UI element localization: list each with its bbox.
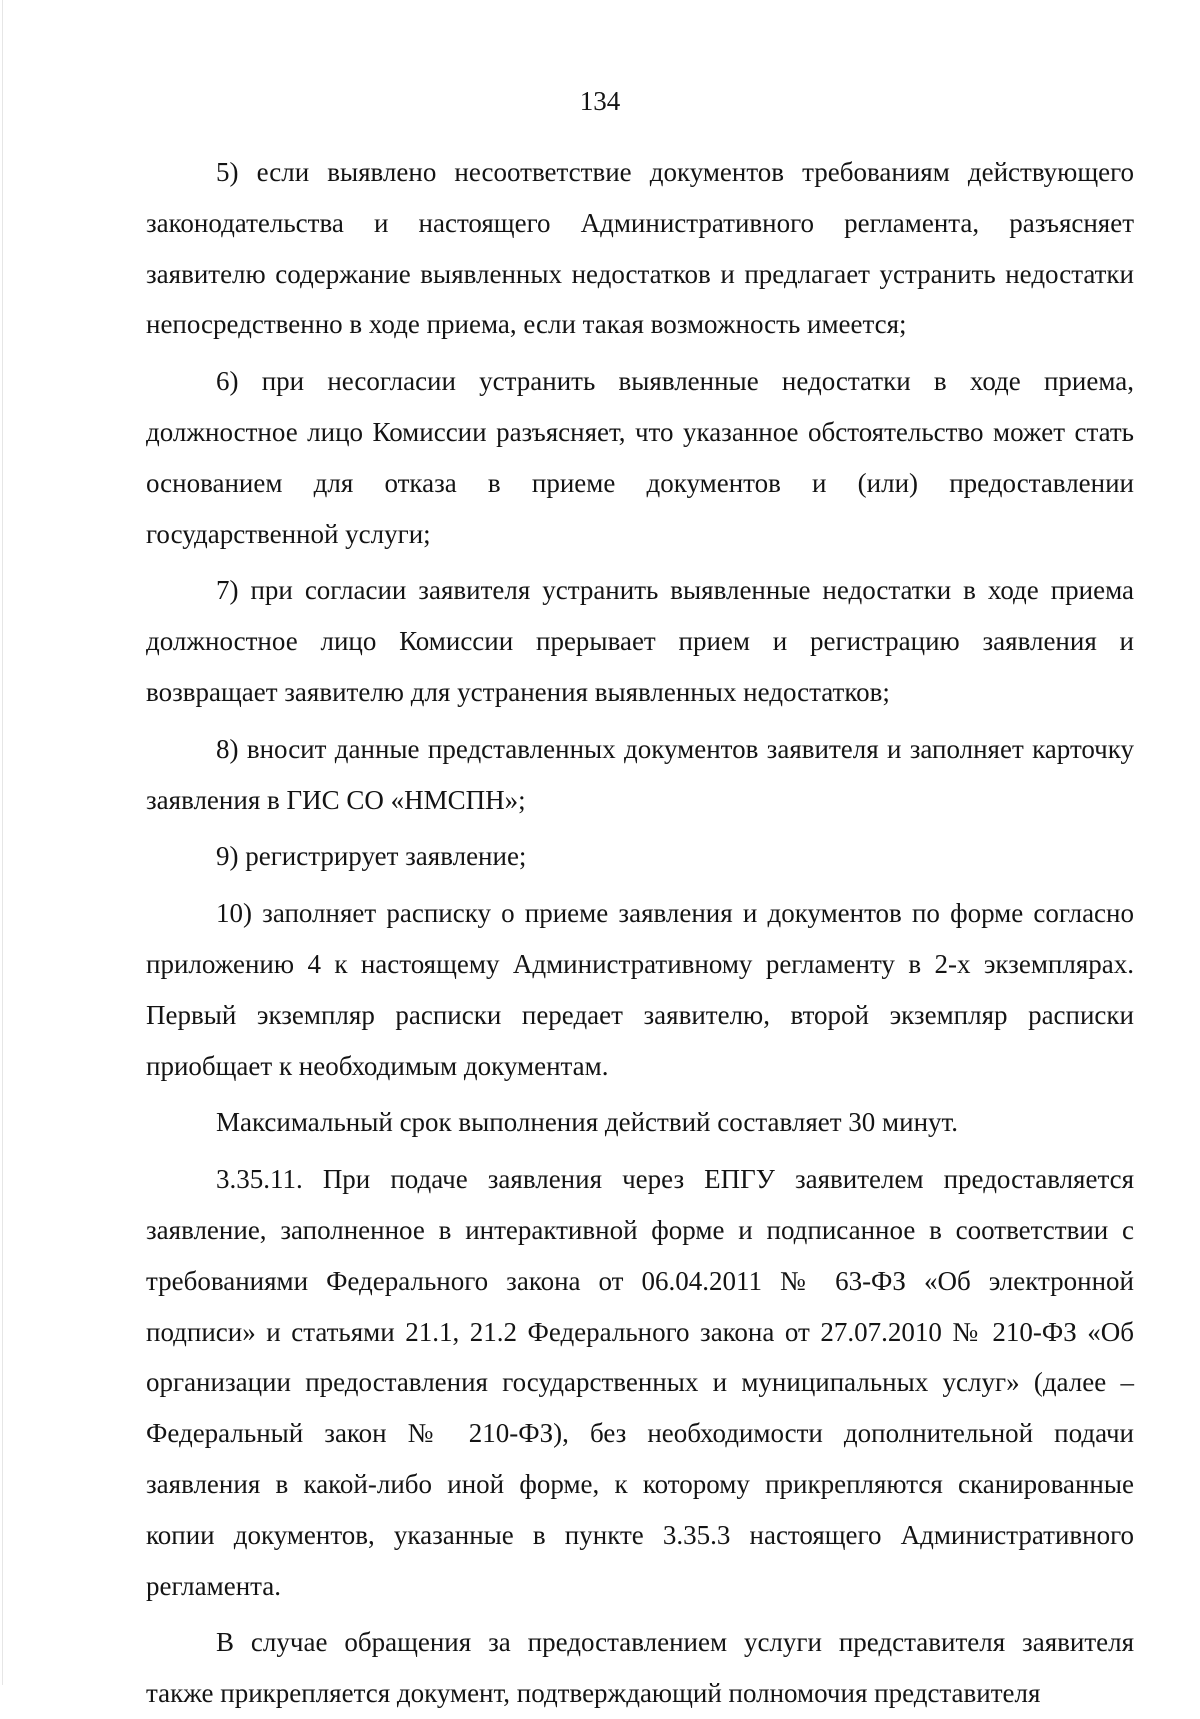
paragraph-item-9: 9) регистрирует заявление; (216, 841, 527, 872)
scan-edge-line (2, 0, 3, 1685)
document-body (146, 147, 1134, 1719)
page-number: 134 (579, 86, 621, 116)
paragraph-item-6: 6) при несогласии устранить выявленные недостатки в ходе приема, должностное лицо Комиссии разъясняет, что указанное обстоятельство может стать основанием для отказа в приеме документов и (или) предоставлении государственной услуги; (146, 366, 1134, 549)
paragraph-item-8: 8) вносит данные представленных документов заявителя и заполняет карточку заявления в ГИС СО «НМСПН»; (146, 733, 1134, 815)
paragraph-representative: В случае обращения за предоставлением услуги представителя заявителя также прикрепляется документ, подтверждающий полномочия представителя (146, 1627, 1134, 1709)
paragraph-max-time: Максимальный срок выполнения действий составляет 30 минут. (216, 1107, 959, 1138)
paragraph-item-5: 5) если выявлено несоответствие документов требованиям действующего законодательства и настоящего Административного регламента, разъясняет заявителю содержание выявленных недостатков и предлагает устранить недостатки непосредственно в ходе приема, если такая возможность имеется; (146, 157, 1134, 340)
paragraph-3-35-11: 3.35.11. При подаче заявления через ЕПГУ заявителем предоставляется заявление, заполненное в интерактивной форме и подписанное в соответствии с требованиями Федерального закона от 06.04.2011 № 63-ФЗ «Об электронной подписи» и статьями 21.1, 21.2 Федерального закона от 27.07.2010 № 210-ФЗ «Об организации предоставления государственных и муниципальных услуг» (далее – Федеральный закон № 210-ФЗ), без необходимости дополнительной подачи заявления в какой-либо иной форме, к которому прикрепляются сканированные копии документов, указанные в пункте 3.35.3 настоящего Административного регламента. (146, 1164, 1134, 1601)
paragraph-item-7: 7) при согласии заявителя устранить выявленные недостатки в ходе приема должностное лицо Комиссии прерывает прием и регистрацию заявления и возвращает заявителю для устранения выявленных недостатков; (146, 575, 1134, 707)
paragraph-item-10: 10) заполняет расписку о приеме заявления и документов по форме согласно приложению 4 к настоящему Административному регламенту в 2-х экземплярах. Первый экземпляр расписки передает заявителю, второй экземпляр расписки приобщает к необходимым документам. (146, 898, 1134, 1081)
